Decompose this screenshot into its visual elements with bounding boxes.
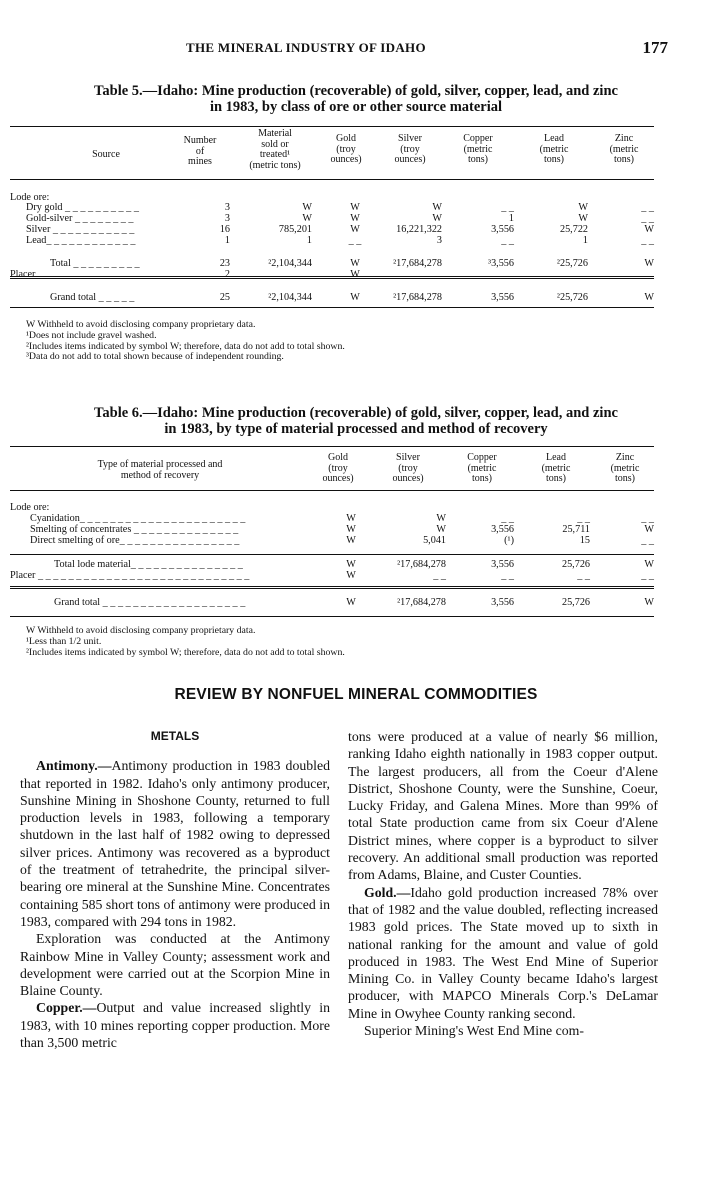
table6-bottom-rule (10, 616, 654, 617)
t5-cell: ²17,684,278 (393, 258, 442, 269)
t6-note: ²Includes items indicated by symbol W; therefore, data do not add to total shown. (26, 646, 345, 658)
t5-cell: _ _ (501, 235, 514, 246)
page-number: 177 (642, 38, 668, 57)
t5-cell: W (350, 213, 360, 224)
t5-header-material: Material sold or treated¹ (metric tons) (249, 128, 301, 171)
t5-cell: _ _ (641, 269, 654, 280)
t6-cell: _ _ (501, 513, 514, 524)
table5-title-line2: in 1983, by class of ore or other source material (209, 99, 503, 115)
t5-row-label: Lead_ _ _ _ _ _ _ _ _ _ _ _ (26, 235, 136, 246)
t6-row (10, 559, 654, 570)
table6-title-line1: Table 6.—Idaho: Mine production (recoverable) of gold, silver, copper, lead, and zinc (94, 405, 618, 421)
table6-grand-rule1 (10, 586, 654, 587)
t5-note: ¹Does not include gravel washed. (26, 329, 157, 341)
t5-cell: _ _ (501, 269, 514, 280)
t5-row (10, 258, 654, 269)
t6-cell: _ _ (433, 570, 446, 581)
t5-cell: 1 (306, 235, 312, 246)
t6-row-label: Total lode material_ _ _ _ _ _ _ _ _ _ _ _ _ _ _ (54, 559, 243, 570)
t5-row-label: Lode ore: (10, 192, 50, 203)
t5-cell: _ _ (641, 202, 654, 213)
t5-cell: 25,722 (559, 224, 588, 235)
t5-cell: ²25,726 (556, 292, 588, 303)
t5-row (10, 292, 654, 303)
table6-total-rule (10, 554, 654, 555)
t5-row (10, 269, 654, 280)
t5-cell: 25 (219, 292, 230, 303)
t5-cell: _ _ (501, 202, 514, 213)
t5-header-copper: Copper (metric tons) (463, 133, 493, 165)
t5-cell: _ _ (641, 235, 654, 246)
antimony-heading: Antimony.— (36, 758, 112, 774)
t5-note: ²Includes items indicated by symbol W; therefore, data do not add to total shown. (26, 340, 345, 352)
review-heading: REVIEW BY NONFUEL MINERAL COMMODITIES (174, 686, 538, 703)
t6-cell: W (346, 535, 356, 546)
t5-cell: 785,201 (278, 224, 312, 235)
t6-cell: _ _ (501, 570, 514, 581)
t5-note: ³Data do not add to total shown because of independent rounding. (26, 351, 284, 363)
t6-header-silver: Silver (troy ounces) (392, 452, 424, 484)
t5-header-lead: Lead (metric tons) (539, 133, 569, 165)
t6-header-lead: Lead (metric tons) (541, 452, 571, 484)
t5-cell: 23 (219, 258, 230, 269)
table6-top-rule (10, 446, 654, 447)
left-column (20, 728, 330, 1051)
t6-cell: W (436, 524, 446, 535)
t6-row-label: Lode ore: (10, 502, 50, 513)
table6 (10, 444, 654, 624)
t5-cell: 3 (436, 235, 442, 246)
t6-header-copper: Copper (metric tons) (467, 452, 497, 484)
t5-cell: _ _ (348, 235, 362, 246)
t5-cell: 1 (508, 213, 514, 224)
t5-cell: 3 (224, 202, 230, 213)
gold-heading: Gold.— (364, 884, 411, 900)
table6-title-line2: in 1983, by type of material processed and method of recovery (164, 421, 548, 437)
t6-cell: 25,726 (561, 597, 590, 608)
t6-note: W Withheld to avoid disclosing company proprietary data. (26, 625, 256, 636)
t6-cell: W (346, 570, 356, 581)
t6-cell: ²17,684,278 (397, 597, 446, 608)
t5-cell: 16,221,322 (396, 224, 442, 235)
t5-cell: 1 (224, 235, 230, 246)
t6-cell: 25,726 (561, 559, 590, 570)
antimony-text: Antimony production in 1983 doubled that reported in 1982. Idaho's only antimony producer, Sunshine Mining in Shoshone County, returned to full production levels in 1983, following a temporary shutdown in the last half of 1982 owing to depressed silver prices. Antimony was recovered as a byproduct of the treatment of tetrahedrite, the principal silver-bearing ore mineral at the Sunshine Mine. Concentrates containing 585 short tons of antimony were produced in 1983, compared with 294 tons in 1982. (20, 758, 330, 929)
t5-row-label: Silver _ _ _ _ _ _ _ _ _ _ _ (26, 224, 135, 235)
t5-cell: W (644, 292, 654, 303)
table5 (10, 124, 654, 344)
t5-cell: ²17,684,278 (393, 292, 442, 303)
t6-cell: W (644, 524, 654, 535)
t5-row-label: Total _ _ _ _ _ _ _ _ _ (50, 258, 140, 269)
t6-row-label: Cyanidation_ _ _ _ _ _ _ _ _ _ _ _ _ _ _ _ _ _ _ _ _ _ (30, 513, 246, 524)
gold-text: Idaho gold production increased 78% over that of 1982 and the value doubled, reflecting increased 1983 gold prices. The State moved up to sixth in national ranking for the amount and value of gold produced in 1983. The West End Mine of Superior Mining Co. in Valley County became Idaho's largest producer, with MAPCO Minerals Corp.'s DeLamar Mine in Owyhee County ranking second. (348, 884, 658, 1021)
t6-row (10, 513, 654, 524)
metals-heading: METALS (150, 729, 200, 743)
copper-paragraph (20, 999, 330, 1051)
table5-bottom-rule (10, 307, 654, 308)
t6-cell: 15 (579, 535, 590, 546)
t5-cell: _ _ (299, 269, 312, 280)
t5-header-source: Source (92, 149, 120, 160)
t5-cell: 3 (224, 213, 230, 224)
t5-cell: _ _ (429, 269, 442, 280)
antimony-paragraph (20, 757, 330, 930)
t5-cell: 1 (582, 235, 588, 246)
t6-cell: W (644, 559, 654, 570)
t5-cell: 3,556 (491, 292, 514, 303)
t5-cell: ²25,726 (556, 258, 588, 269)
copper-heading: Copper.— (36, 1000, 97, 1016)
t6-row-label: Placer _ _ _ _ _ _ _ _ _ _ _ _ _ _ _ _ _ _ _ _ _ _ _ _ _ _ _ _ (10, 570, 250, 581)
table5-notes (26, 320, 345, 363)
t6-cell: _ _ (577, 513, 590, 524)
t5-cell: 3,556 (491, 224, 514, 235)
t6-note: ¹Less than 1/2 unit. (26, 635, 102, 647)
t5-row (10, 224, 654, 235)
t5-note: W Withheld to avoid disclosing company proprietary data. (26, 319, 256, 330)
table6-grand-rule2 (10, 588, 654, 589)
table5-header-rule (10, 179, 654, 180)
t6-cell: _ _ (641, 570, 654, 581)
t6-cell: W (346, 524, 356, 535)
t6-row (10, 597, 654, 608)
t5-row (10, 202, 654, 213)
t6-cell: 25,711 (562, 524, 590, 535)
copper-text: Output and value increased slightly in 1983, with 10 mines reporting copper production. More than 3,500 metric (20, 1000, 330, 1051)
t6-row-label: Direct smelting of ore_ _ _ _ _ _ _ _ _ _ _ _ _ _ _ _ (30, 535, 240, 546)
t5-cell: 2 (224, 269, 230, 280)
t5-cell: _ _ (575, 269, 588, 280)
t6-cell: W (346, 513, 356, 524)
t5-cell: W (350, 269, 360, 280)
t5-cell: W (578, 213, 588, 224)
t5-row (10, 235, 654, 246)
t5-cell: _ _ (641, 213, 654, 224)
t6-cell: _ _ (641, 535, 654, 546)
t5-cell: W (350, 202, 360, 213)
t5-cell: W (302, 213, 312, 224)
t6-cell: 3,556 (491, 597, 514, 608)
table5-title-line1: Table 5.—Idaho: Mine production (recoverable) of gold, silver, copper, lead, and zinc (94, 83, 618, 99)
t5-row-label: Dry gold _ _ _ _ _ _ _ _ _ _ (26, 202, 139, 213)
t6-row (10, 570, 654, 581)
t5-cell: W (644, 258, 654, 269)
t6-cell: _ _ (641, 513, 654, 524)
running-title: THE MINERAL INDUSTRY OF IDAHO (186, 40, 426, 55)
table5-title (0, 83, 712, 115)
copper-continued: tons were produced at a value of nearly $6 million, ranking Idaho eighth nationally in 1983 copper output. The largest producers, all from the Coeur d'Alene District, Shoshone County, were the Sunshine, Coeur, Lucky Friday, and Galena Mines. More than 99% of total State production came from six Coeur d'Alene District mines, where copper is a byproduct to silver recovery. An additional small production was reported from Adams, Blaine, and Custer Counties. (348, 729, 658, 883)
table5-top-rule (10, 126, 654, 127)
t5-cell: ³3,556 (488, 258, 514, 269)
t6-row (10, 502, 654, 513)
t5-row (10, 213, 654, 224)
t5-cell: ²2,104,344 (268, 258, 312, 269)
superior-paragraph: Superior Mining's West End Mine com- (364, 1023, 584, 1039)
t5-cell: W (350, 258, 360, 269)
t6-row (10, 524, 654, 535)
t6-row-label: Grand total _ _ _ _ _ _ _ _ _ _ _ _ _ _ _ _ _ _ _ (54, 597, 246, 608)
t5-cell: W (350, 224, 360, 235)
t5-row-label: Gold-silver _ _ _ _ _ _ _ _ (26, 213, 134, 224)
t6-row (10, 535, 654, 546)
t5-cell: W (432, 202, 442, 213)
table6-header-rule (10, 490, 654, 491)
t6-cell: 3,556 (491, 559, 514, 570)
t6-cell: W (436, 513, 446, 524)
t5-row-label: Placer_ _ _ _ _ _ _ _ _ _ _ _ _ (10, 269, 133, 280)
t5-cell: W (578, 202, 588, 213)
t5-cell: W (302, 202, 312, 213)
t6-header-zinc: Zinc (metric tons) (610, 452, 640, 484)
exploration-paragraph: Exploration was conducted at the Antimony Rainbow Mine in Valley County; assessment work and development were carried out at the Scorpion Mine in Blaine County. (20, 931, 330, 999)
right-column (348, 728, 658, 1039)
t5-cell: W (432, 213, 442, 224)
t6-row-label: Smelting of concentrates _ _ _ _ _ _ _ _ _ _ _ _ _ _ (30, 524, 239, 535)
t6-cell: W (346, 559, 356, 570)
t5-cell: W (644, 224, 654, 235)
gold-paragraph (348, 884, 658, 1022)
t5-cell: ²2,104,344 (268, 292, 312, 303)
table6-notes (26, 626, 345, 658)
t5-header-mines: Number of mines (183, 135, 217, 167)
t6-cell: W (346, 597, 356, 608)
t6-cell: W (644, 597, 654, 608)
t5-cell: W (350, 292, 360, 303)
t6-cell: 3,556 (491, 524, 514, 535)
table6-title (0, 405, 712, 437)
t5-row-label: Grand total _ _ _ _ _ (50, 292, 135, 303)
t5-header-gold: Gold (troy ounces) (330, 133, 362, 165)
t6-header-type: Type of material processed and method of recovery (97, 459, 223, 481)
t6-header-gold: Gold (troy ounces) (322, 452, 354, 484)
t5-cell: 16 (219, 224, 230, 235)
t6-cell: (¹) (504, 535, 514, 546)
t5-header-zinc: Zinc (metric tons) (609, 133, 639, 165)
t6-cell: ²17,684,278 (397, 559, 446, 570)
t6-cell: _ _ (577, 570, 590, 581)
running-header (0, 40, 712, 60)
t5-header-silver: Silver (troy ounces) (394, 133, 426, 165)
t6-cell: 5,041 (423, 535, 446, 546)
